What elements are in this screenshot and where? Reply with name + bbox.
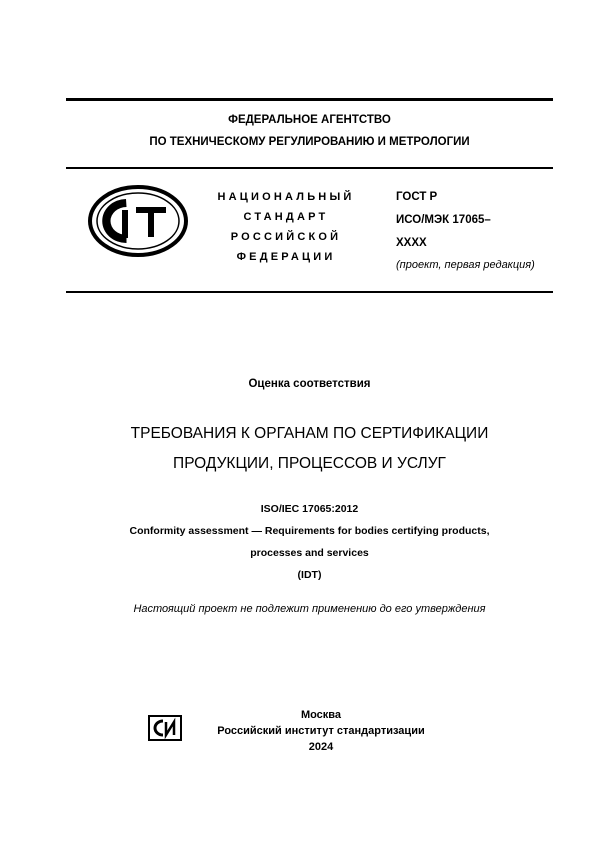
- national-line-4: ФЕДЕРАЦИИ: [236, 251, 336, 263]
- standard-designation: [396, 187, 491, 253]
- publisher-logo-icon: [148, 715, 182, 741]
- iso-title-line-1: Conformity assessment — Requirements for bodies certifying products,: [129, 525, 490, 537]
- title-line-2: ПРОДУКЦИИ, ПРОЦЕССОВ И УСЛУГ: [173, 455, 446, 472]
- agency-line-2: ПО ТЕХНИЧЕСКОМУ РЕГУЛИРОВАНИЮ И МЕТРОЛОГИИ: [149, 136, 470, 148]
- equivalence-label: (IDT): [297, 569, 322, 581]
- title-line-1: ТРЕБОВАНИЯ К ОРГАНАМ ПО СЕРТИФИКАЦИИ: [130, 425, 489, 442]
- international-reference: [66, 498, 553, 586]
- designation-line-2: ИСО/МЭК 17065–: [396, 214, 491, 226]
- header-rule: [66, 167, 553, 169]
- document-title: [66, 422, 553, 476]
- publisher-name: Российский институт стандартизации: [217, 725, 425, 737]
- iso-designation: ISO/IEC 17065:2012: [260, 503, 359, 515]
- designation-line-1: ГОСТ Р: [396, 191, 438, 203]
- agency-name: [66, 110, 553, 152]
- iso-title-line-2: processes and services: [250, 547, 369, 559]
- national-line-2: СТАНДАРТ: [243, 211, 329, 223]
- header-bottom-rule: [66, 291, 553, 293]
- national-line-3: РОССИЙСКОЙ: [230, 231, 342, 243]
- national-line-1: НАЦИОНАЛЬНЫЙ: [217, 191, 355, 203]
- publisher-city: Москва: [300, 709, 342, 721]
- national-standard-label: [206, 187, 366, 267]
- agency-line-1: ФЕДЕРАЛЬНОЕ АГЕНТСТВО: [228, 114, 391, 126]
- gost-r-logo-icon: [88, 185, 188, 257]
- publication-year: 2024: [308, 741, 334, 753]
- publisher-block: [196, 707, 446, 755]
- draft-notice: Настоящий проект не подлежит применению до его утверждения: [133, 603, 486, 615]
- designation-line-3: XXXX: [396, 237, 427, 249]
- draft-stage: (проект, первая редакция): [396, 259, 535, 271]
- subject-heading: Оценка соответствия: [248, 378, 371, 390]
- top-rule: [66, 98, 553, 101]
